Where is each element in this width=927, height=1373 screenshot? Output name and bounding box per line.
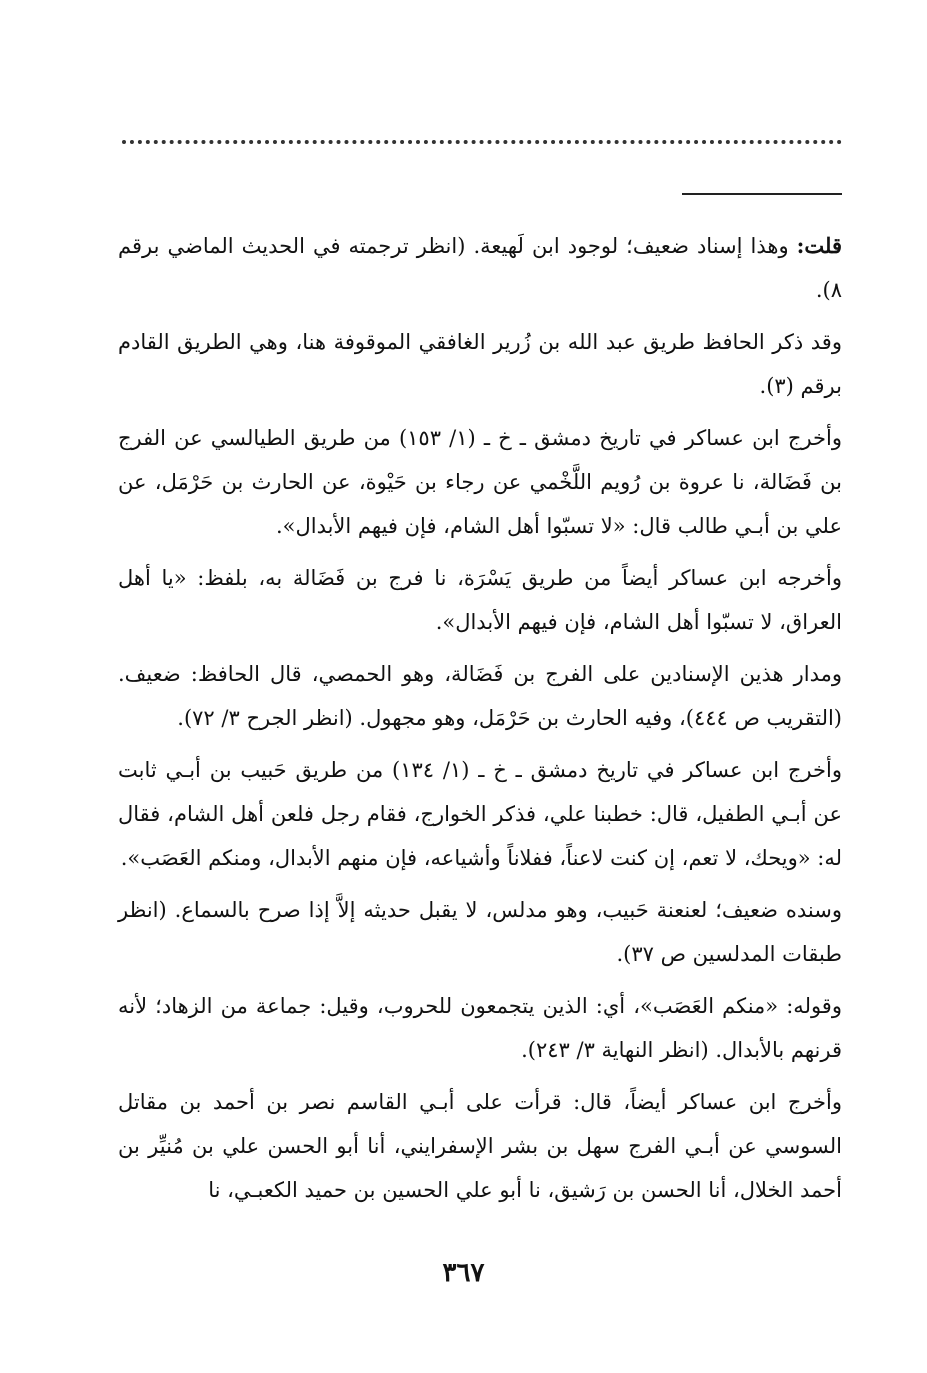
footnote-rule: [682, 193, 842, 195]
paragraph-text: وهذا إسناد ضعيف؛ لوجود ابن لَهيعة. (انظر ترجمته في الحديث الماضي برقم ٨).: [118, 234, 842, 302]
paragraph-8: وقوله: «منكم العَصَب»، أي: الذين يتجمعون للحروب، وقيل: جماعة من الزهاد؛ لأنه قرنهم بالأبدال. (انظر النهاية ٣/ ٢٤٣).: [118, 994, 842, 1062]
dotted-separator: [122, 140, 842, 144]
paragraph-3: وأخرج ابن عساكر في تاريخ دمشق ـ خ ـ (١/ ١٥٣) من طريق الطيالسي عن الفرج بن فَضَالة، نا عروة بن رُويم اللَّخْمي عن رجاء بن حَيْوة، عن الحارث بن حَرْمَل، عن علي بن أبـي طالب قال: «لا تسبّوا أهل الشام، فإن فيهم الأبدال».: [118, 426, 842, 538]
paragraph-9: وأخرج ابن عساكر أيضاً، قال: قرأت على أبـي القاسم نصر بن أحمد بن مقاتل السوسي عن أبـي الفرج سهل بن بشر الإسفرايني، أنا أبو الحسن علي بن مُنيِّر بن أحمد الخلال، أنا الحسن بن رَشيق، نا أبو علي الحسين بن حميد الكعبـي، نا: [118, 1090, 842, 1202]
paragraph-2: وقد ذكر الحافظ طريق عبد الله بن زُرير الغافقي الموقوفة هنا، وهي الطريق القادم برقم (٣).: [118, 330, 842, 398]
paragraph-4: وأخرجه ابن عساكر أيضاً من طريق يَسْرَة، نا فرج بن فَضَالة به، بلفظ: «يا أهل العراق، لا تسبّوا أهل الشام، فإن فيهم الأبدال».: [118, 566, 842, 634]
page-number: ٣٦٧: [442, 1258, 485, 1288]
footnote-body: [118, 224, 842, 1220]
paragraph-lead: قلت:: [796, 233, 842, 258]
paragraph-1: [118, 224, 842, 312]
paragraph-7: وسنده ضعيف؛ لعنعنة حَبيب، وهو مدلس، لا يقبل حديثه إلاَّ إذا صرح بالسماع. (انظر طبقات المدلسين ص ٣٧).: [118, 898, 842, 966]
paragraph-6: وأخرج ابن عساكر في تاريخ دمشق ـ خ ـ (١/ ١٣٤) من طريق حَبيب بن أبـي ثابت عن أبـي الطفيل، قال: خطبنا علي، فذكر الخوارج، فقام رجل فلعن أهل الشام، فقال له: «ويحك، لا تعم، إن كنت لاعناً، ففلاناً وأشياعه، فإن منهم الأبدال، ومنكم العَصَب».: [118, 758, 842, 870]
paragraph-5: ومدار هذين الإسنادين على الفرج بن فَضَالة، وهو الحمصي، قال الحافظ: ضعيف. (التقريب ص ٤٤٤)، وفيه الحارث بن حَرْمَل، وهو مجهول. (انظر الجرح ٣/ ٧٢).: [118, 662, 842, 730]
